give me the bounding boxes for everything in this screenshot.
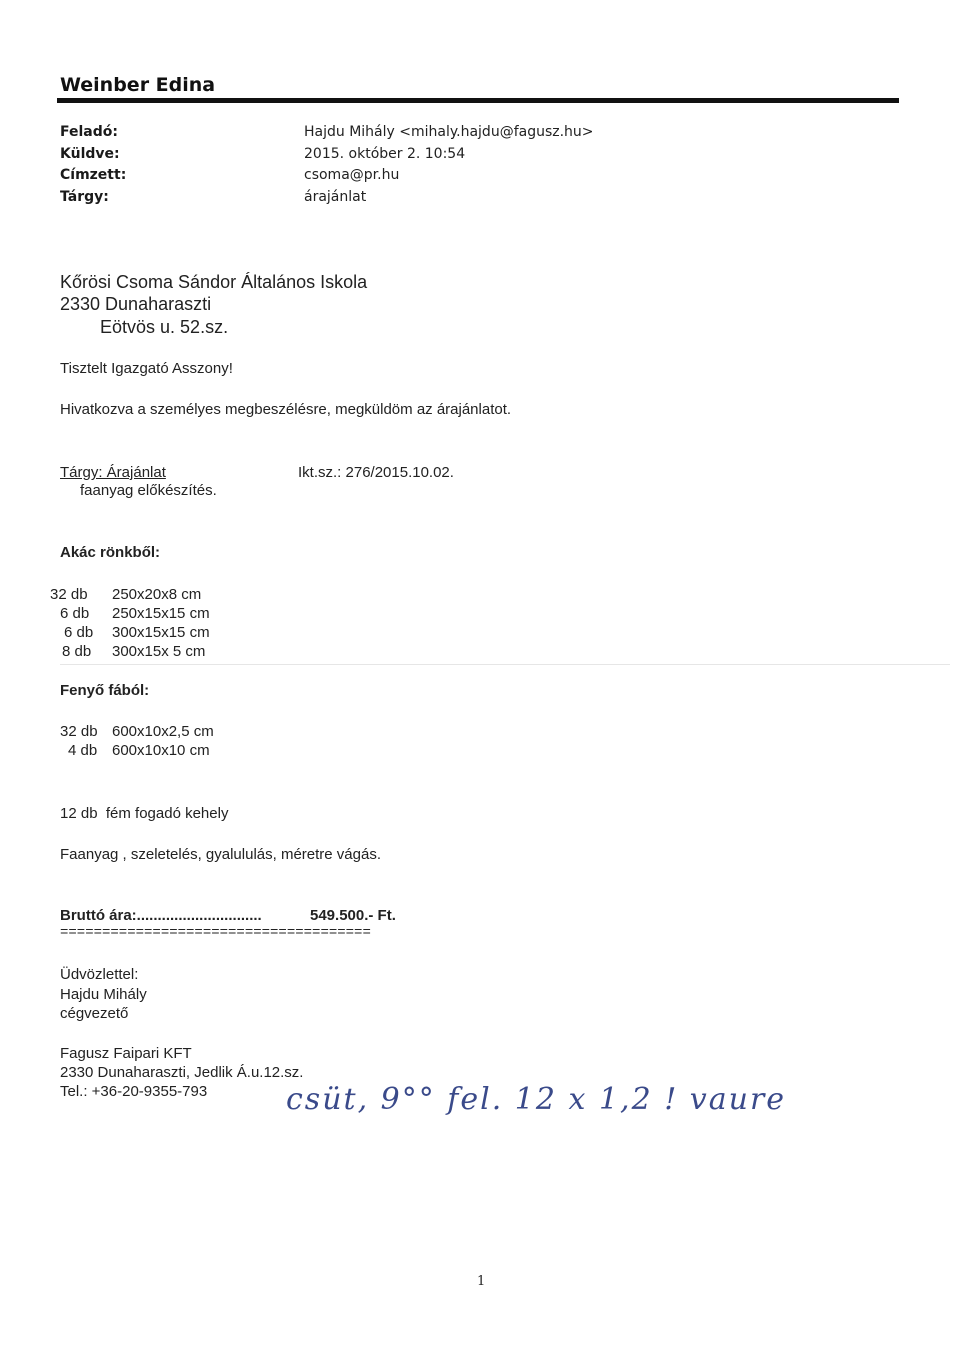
- page-number: 1: [477, 1274, 486, 1289]
- list-item: [60, 643, 360, 661]
- item-quantity: 32 db: [60, 723, 98, 740]
- item-dimension: 600x10x2,5 cm: [112, 723, 214, 740]
- item-quantity: 6 db: [64, 624, 94, 641]
- sent-value: 2015. október 2. 10:54: [304, 146, 466, 162]
- item-dimension: 250x20x8 cm: [112, 586, 202, 603]
- item-dimension: 300x15x15 cm: [112, 624, 210, 641]
- price-double-underline: =====================================: [60, 925, 371, 941]
- price-label: Bruttó ára:..............................: [60, 907, 262, 924]
- document-owner-name: Weinber Edina: [60, 74, 216, 96]
- item-dimension: 300x15x 5 cm: [112, 643, 206, 660]
- from-value: Hajdu Mihály <mihaly.hajdu@fagusz.hu>: [304, 124, 594, 140]
- greeting: Tisztelt Igazgató Asszony!: [60, 360, 233, 377]
- list-item: [60, 742, 360, 760]
- services-text: Faanyag , szeletelés, gyalululás, méretre vágás.: [60, 846, 381, 863]
- subject-label: Tárgy:: [60, 189, 109, 205]
- recipient-street: Eötvös u. 52.sz.: [100, 317, 229, 337]
- company-phone: Tel.: +36-20-9355-793: [60, 1083, 208, 1100]
- subject-value: árajánlat: [304, 189, 367, 205]
- signer-name: Hajdu Mihály: [60, 986, 147, 1003]
- to-value: csoma@pr.hu: [304, 167, 400, 183]
- signer-title: cégvezető: [60, 1005, 129, 1022]
- list-item: [60, 624, 360, 642]
- sent-label: Küldve:: [60, 146, 120, 162]
- intro-text: Hivatkozva a személyes megbeszélésre, megküldöm az árajánlatot.: [60, 401, 512, 418]
- item-quantity: 32 db: [50, 586, 88, 603]
- scan-artifact-line: [60, 664, 950, 665]
- offer-subject: Tárgy: Árajánlat: [60, 464, 166, 481]
- item-quantity: 8 db: [62, 643, 92, 660]
- closing-salutation: Üdvözlettel:: [60, 966, 139, 983]
- fenyo-heading: Fenyő fából:: [60, 682, 150, 699]
- price-value: 549.500.- Ft.: [310, 907, 396, 924]
- to-label: Címzett:: [60, 167, 127, 183]
- item-dimension: 250x15x15 cm: [112, 605, 210, 622]
- recipient-city: 2330 Dunaharaszti: [60, 294, 212, 314]
- recipient-school: Kőrösi Csoma Sándor Általános Iskola: [60, 272, 368, 292]
- offer-subject-detail: faanyag előkészítés.: [80, 482, 217, 499]
- list-item: [60, 723, 360, 741]
- list-item: [60, 605, 360, 623]
- handwritten-note: csüt, 9°° fel. 12 x 1,2 ! vaure: [286, 1082, 787, 1117]
- company-name: Fagusz Faipari KFT: [60, 1045, 192, 1062]
- extra-item: 12 db fém fogadó kehely: [60, 805, 229, 822]
- reference-number: Ikt.sz.: 276/2015.10.02.: [298, 464, 454, 481]
- company-address: 2330 Dunaharaszti, Jedlik Á.u.12.sz.: [60, 1064, 304, 1081]
- from-label: Feladó:: [60, 124, 118, 140]
- item-quantity: 6 db: [60, 605, 90, 622]
- list-item: [50, 586, 360, 604]
- item-quantity: 4 db: [68, 742, 98, 759]
- header-rule: [57, 98, 899, 103]
- akac-heading: Akác rönkből:: [60, 544, 161, 561]
- item-dimension: 600x10x10 cm: [112, 742, 210, 759]
